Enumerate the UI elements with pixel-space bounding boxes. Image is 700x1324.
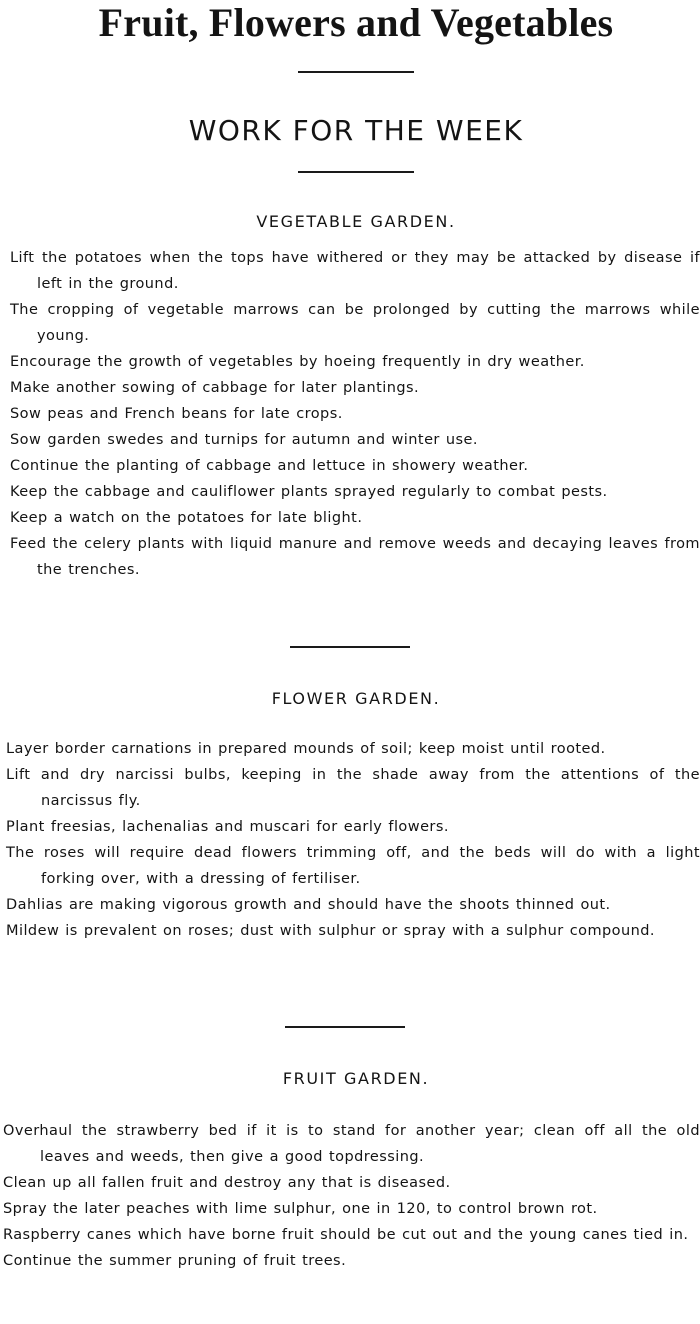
list-item: Layer border carnations in prepared mounds of soil; keep moist until rooted. xyxy=(6,741,606,757)
flower-task-list xyxy=(0,736,700,944)
section-heading-fruit: FRUIT GARDEN. xyxy=(282,1069,430,1088)
list-item: Plant freesias, lachenalias and muscari for early flowers. xyxy=(6,819,449,835)
section-heading-flower: FLOWER GARDEN. xyxy=(271,689,441,708)
list-item: Keep the cabbage and cauliflower plants sprayed regularly to combat pests. xyxy=(10,484,608,500)
list-item: Overhaul the strawberry bed if it is to stand for another year; clean off all the old leaves and weeds, then give a good topdressing. xyxy=(3,1123,700,1165)
list-item: Sow garden swedes and turnips for autumn and winter use. xyxy=(10,432,478,448)
list-item: The roses will require dead flowers trimming off, and the beds will do with a light forking over, with a dressing of fertiliser. xyxy=(6,845,700,887)
list-item: Keep a watch on the potatoes for late blight. xyxy=(10,510,363,526)
list-item: Continue the planting of cabbage and lettuce in showery weather. xyxy=(10,458,529,474)
vegetable-task-list xyxy=(0,245,700,583)
list-item: The cropping of vegetable marrows can be prolonged by cutting the marrows while young. xyxy=(10,302,700,344)
list-item: Lift the potatoes when the tops have withered or they may be attacked by disease if left in the ground. xyxy=(10,250,700,292)
page-title: Fruit, Flowers and Vegetables xyxy=(98,0,614,45)
list-item: Encourage the growth of vegetables by hoeing frequently in dry weather. xyxy=(10,354,585,370)
list-item: Make another sowing of cabbage for later plantings. xyxy=(10,380,420,396)
list-item: Feed the celery plants with liquid manure and remove weeds and decaying leaves from the trenches. xyxy=(10,536,700,578)
list-item: Raspberry canes which have borne fruit should be cut out and the young canes tied in. xyxy=(3,1227,689,1243)
title-divider xyxy=(298,71,414,73)
section-heading-vegetable: VEGETABLE GARDEN. xyxy=(256,212,456,231)
fruit-task-list xyxy=(0,1118,700,1274)
list-item: Sow peas and French beans for late crops. xyxy=(10,406,343,422)
list-item: Continue the summer pruning of fruit trees. xyxy=(3,1253,347,1269)
subtitle-divider xyxy=(298,171,414,173)
vegetable-section-divider xyxy=(290,646,410,648)
flower-section-divider xyxy=(285,1026,405,1028)
list-item: Spray the later peaches with lime sulphur, one in 120, to control brown rot. xyxy=(3,1201,598,1217)
list-item: Mildew is prevalent on roses; dust with sulphur or spray with a sulphur compound. xyxy=(6,923,655,939)
list-item: Dahlias are making vigorous growth and should have the shoots thinned out. xyxy=(6,897,611,913)
list-item: Lift and dry narcissi bulbs, keeping in the shade away from the attentions of the narcissus fly. xyxy=(6,767,700,809)
list-item: Clean up all fallen fruit and destroy any that is diseased. xyxy=(3,1175,451,1191)
page-subtitle: WORK FOR THE WEEK xyxy=(188,114,524,147)
